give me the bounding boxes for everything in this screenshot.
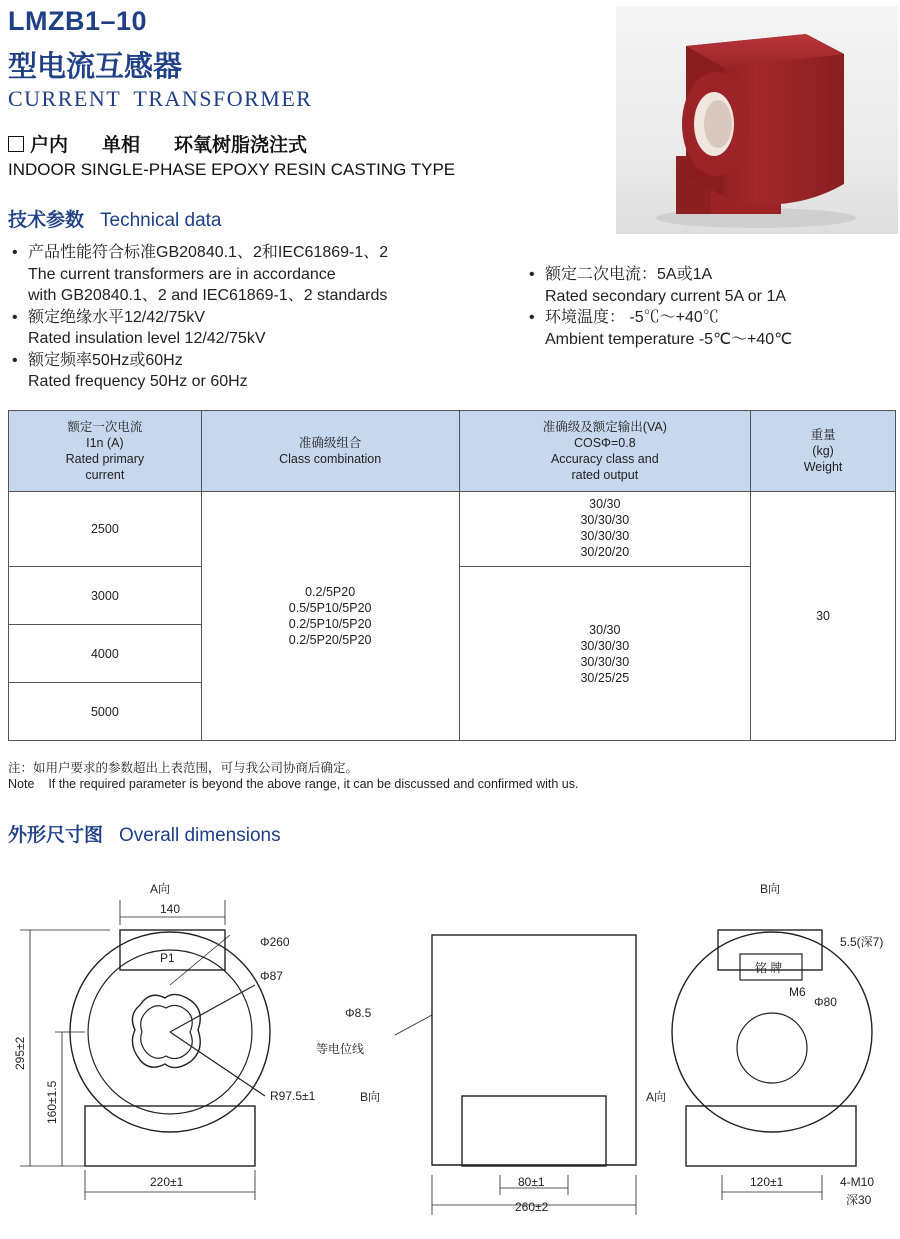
- cell-current: 2500: [9, 492, 202, 567]
- label-160: 160±1.5: [45, 1080, 59, 1124]
- spec-standard: • 产品性能符合标准GB20840.1、2和IEC61869-1、2: [12, 244, 389, 261]
- side-view: [395, 935, 636, 1215]
- label-4-m10: 4-M10: [840, 1175, 875, 1189]
- header-class-combination: 准确级组合 Class combination: [201, 411, 459, 492]
- overall-dimensions-heading: [8, 820, 281, 847]
- label-a-view: A向: [150, 882, 171, 896]
- label-r97: R97.5±1: [270, 1089, 316, 1103]
- cell-current: 4000: [9, 625, 202, 683]
- header-accuracy-output: 准确级及额定输出(VA) COSΦ=0.8 Accuracy class and rated output: [459, 411, 751, 492]
- label-220: 220±1: [150, 1175, 184, 1189]
- table-row: [9, 492, 896, 567]
- header-primary-current: 额定一次电流 I1n (A) Rated primary current: [9, 411, 202, 492]
- heading-en: Technical data: [100, 210, 222, 231]
- spec-secondary: • 额定二次电流：5A或1A: [529, 266, 713, 283]
- rear-view-labels: [750, 882, 883, 1207]
- label-140: 140: [160, 902, 181, 916]
- technical-data-heading: [8, 205, 221, 232]
- label-nameplate: 铭 牌: [755, 961, 783, 975]
- type-single-phase: 单相: [102, 134, 141, 156]
- label-p1: P1: [160, 951, 175, 965]
- label-depth30: 深30: [846, 1193, 872, 1207]
- spec-ambient-en: Ambient temperature -5℃～+40℃: [545, 330, 793, 348]
- spec-secondary-en: Rated secondary current 5A or 1A: [545, 287, 787, 305]
- front-view: [20, 900, 270, 1200]
- spec-insulation-en: Rated insulation level 12/42/75kV: [28, 330, 266, 347]
- label-phi87: Φ87: [260, 969, 283, 983]
- label-120: 120±1: [750, 1175, 784, 1189]
- cell-output-a: 30/30 30/30/30 30/30/30 30/20/20: [459, 492, 751, 567]
- title-chinese: 型电流互感器: [8, 49, 183, 83]
- spec-table: [8, 410, 896, 741]
- cell-output-b: 30/30 30/30/30 30/30/30 30/25/25: [459, 567, 751, 741]
- checkbox-icon: [8, 136, 24, 152]
- header-weight: 重量 (kg) Weight: [751, 411, 896, 492]
- side-view-labels: [316, 1006, 666, 1214]
- transformer-image: [616, 6, 898, 234]
- heading-cn: 外形尺寸图: [8, 824, 104, 846]
- spec-frequency-en: Rated frequency 50Hz or 60Hz: [28, 373, 248, 390]
- type-indoor: 户内: [30, 134, 69, 156]
- note-english: Note If the required parameter is beyond the above range, it can be discussed and confirmed with us.: [8, 777, 579, 791]
- spec-ambient: • 环境温度： -5℃～+40℃: [529, 309, 719, 326]
- heading-cn: 技术参数: [8, 209, 85, 231]
- title-english: CURRENT TRANSFORMER: [8, 86, 313, 111]
- label-a-arrow: A向: [646, 1090, 667, 1104]
- cell-current: 3000: [9, 567, 202, 625]
- label-260: 260±2: [515, 1200, 549, 1214]
- label-b-arrow: B向: [360, 1090, 381, 1104]
- spec-list-right: [525, 264, 895, 350]
- label-m6: M6: [789, 985, 806, 999]
- type-epoxy: 环氧树脂浇注式: [174, 134, 308, 156]
- spec-standard-en-1: The current transformers are in accordance: [28, 265, 336, 283]
- product-photo: [616, 6, 898, 234]
- label-295: 295±2: [13, 1036, 27, 1070]
- spec-frequency: • 额定频率50Hz或60Hz: [12, 351, 183, 369]
- label-b-view: B向: [760, 882, 781, 896]
- label-equipotential: 等电位线: [316, 1042, 365, 1056]
- cell-weight: 30: [751, 492, 896, 741]
- cell-class-combination: 0.2/5P20 0.5/5P10/5P20 0.2/5P10/5P20 0.2/5P20/5P20: [201, 492, 459, 741]
- label-5-5: 5.5(深7): [840, 935, 884, 949]
- heading-en: Overall dimensions: [119, 825, 281, 846]
- spec-list-left: [8, 242, 488, 393]
- dimension-drawing: [0, 860, 900, 1239]
- label-80: 80±1: [518, 1175, 545, 1189]
- spec-insulation: • 额定绝缘水平12/42/75kV: [12, 308, 205, 326]
- type-chinese: [8, 130, 307, 157]
- note-chinese: 注：如用户要求的参数超出上表范围，可与我公司协商后确定。: [8, 761, 359, 775]
- type-english: INDOOR SINGLE-PHASE EPOXY RESIN CASTING TYPE: [8, 160, 456, 179]
- cell-current: 5000: [9, 683, 202, 741]
- table-header-row: [9, 411, 896, 492]
- spec-standard-en-2: with GB20840.1、2 and IEC61869-1、2 standards: [28, 287, 388, 304]
- label-phi80: Φ80: [814, 995, 837, 1009]
- label-phi260: Φ260: [260, 935, 290, 949]
- model-number: LMZB1–10: [8, 6, 148, 36]
- label-phi85: Φ8.5: [345, 1006, 372, 1020]
